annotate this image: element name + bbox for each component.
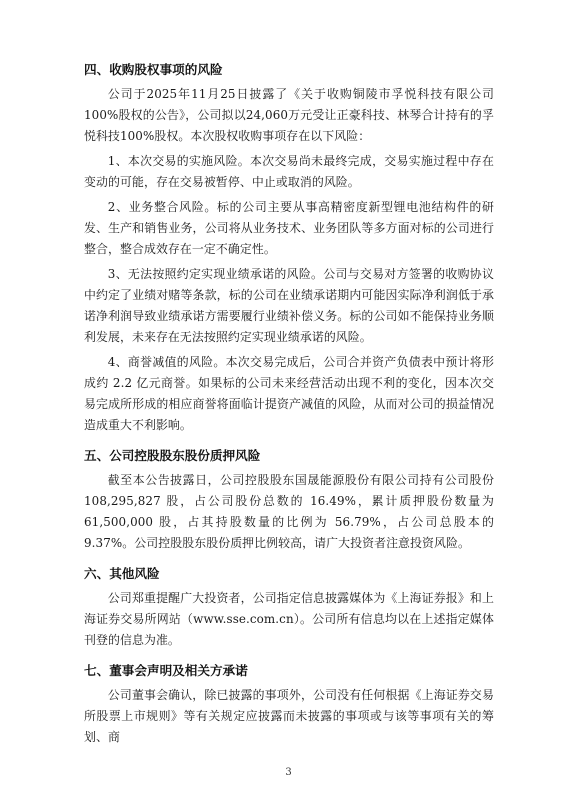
- section-pledge-risk: [84, 446, 494, 554]
- paragraph: 3、无法按照约定实现业绩承诺的风险。公司与交易对方签署的收购协议中约定了业绩对赌等条款，标的公司在业绩承诺期内可能因实际净利润低于承诺净利润导致业绩承诺方需要履行业绩补偿义务。标的公司如不能保持业务顺利发展，未来存在无法按照约定实现业绩承诺的风险。: [84, 267, 494, 344]
- section-heading: 七、董事会声明及相关方承诺: [84, 663, 248, 678]
- document-body: [84, 60, 494, 758]
- paragraph: 公司于2025年11月25日披露了《关于收购铜陵市孚悦科技有限公司100%股权的公告》，公司拟以24,060万元受让正豪科技、林琴合计持有的孚悦科技100%股权。本次股权收购事项存在以下风险：: [84, 87, 494, 143]
- section-other-risk: [84, 564, 494, 651]
- paragraph: 公司郑重提醒广大投资者，公司指定信息披露媒体为《上海证券报》和上海证券交易所网站（www.sse.com.cn）。公司所有信息均以在上述指定媒体刊登的信息为准。: [84, 591, 494, 647]
- section-board-statement: [84, 661, 494, 748]
- section-heading: 四、收购股权事项的风险: [84, 62, 223, 77]
- page-number: 3: [285, 767, 292, 778]
- section-heading: 五、公司控股股东股份质押风险: [84, 448, 261, 463]
- paragraph: 截至本公告披露日，公司控股股东国晟能源股份有限公司持有公司股份 108,295,827 股，占公司股份总数的 16.49%，累计质押股份数量为 61,500,000 股，占其持股数量的比例为 56.79%，占公司总股本的 9.37%。公司控股股东股份质押比例较高，请广大投资者注意投资风险。: [84, 473, 494, 550]
- paragraph: 1、本次交易的实施风险。本次交易尚未最终完成，交易实施过程中存在变动的可能，存在交易被暂停、中止或取消的风险。: [84, 154, 494, 189]
- section-heading: 六、其他风险: [84, 566, 160, 581]
- section-acquisition-risk: [84, 60, 494, 436]
- paragraph: 4、商誉减值的风险。本次交易完成后，公司合并资产负债表中预计将形成约 2.2 亿元商誉。如果标的公司未来经营活动出现不利的变化，因本次交易完成所形成的相应商誉将面临计提资产减值的风险，从而对公司的损益情况造成重大不利影响。: [84, 355, 494, 432]
- paragraph: 公司董事会确认，除已披露的事项外，公司没有任何根据《上海证券交易所股票上市规则》等有关规定应披露而未披露的事项或与该等事项有关的筹划、商: [84, 688, 494, 744]
- paragraph: 2、业务整合风险。标的公司主要从事高精密度新型锂电池结构件的研发、生产和销售业务，公司将从业务技术、业务团队等多方面对标的公司进行整合，整合成效存在一定不确定性。: [84, 200, 494, 256]
